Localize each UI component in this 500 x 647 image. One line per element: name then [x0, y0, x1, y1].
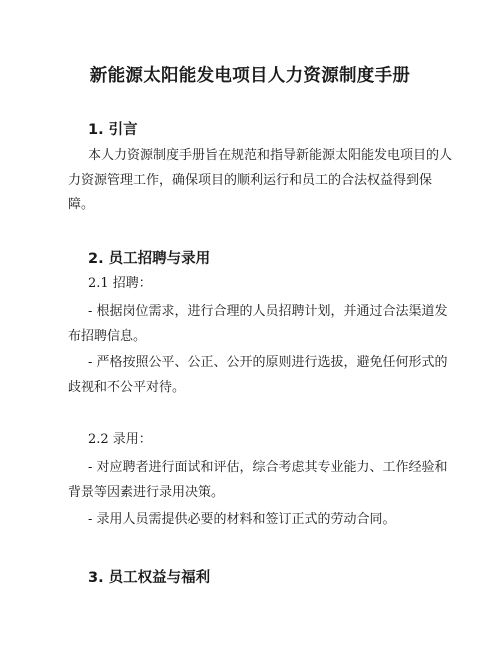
- subsection-label: [68, 272, 452, 297]
- list-item: [68, 508, 452, 533]
- section-heading-introduction: 1. 引言: [88, 122, 138, 138]
- section-heading-recruitment: 2. 员工招聘与录用: [88, 251, 211, 267]
- list-item-text: - 严格按照公平、公正、公开的原则进行选拔，避免任何形式的歧视和不公平对待。: [68, 355, 448, 395]
- list-item-text: - 对应聘者进行面试和评估，综合考虑其专业能力、工作经验和背景等因素进行录用决策。: [68, 460, 448, 500]
- document-title: 新能源太阳能发电项目人力资源制度手册: [89, 66, 411, 86]
- list-item: [68, 456, 452, 505]
- subsection-label-text: 2.1 招聘：: [88, 276, 152, 291]
- paragraph-text: 本人力资源制度手册旨在规范和指导新能源太阳能发电项目的人力资源管理工作，确保项目的顺利运行和员工的合法权益得到保障。: [68, 148, 453, 212]
- section-heading-benefits: 3. 员工权益与福利: [88, 570, 211, 586]
- list-item: [68, 300, 452, 349]
- subsection-label: [68, 428, 452, 453]
- list-item-text: - 录用人员需提供必要的材料和签订正式的劳动合同。: [88, 512, 396, 527]
- subsection-label-text: 2.2 录用：: [88, 432, 152, 447]
- list-item: [68, 351, 452, 400]
- section-paragraph: [68, 144, 452, 218]
- list-item-text: - 根据岗位需求，进行合理的人员招聘计划，并通过合法渠道发布招聘信息。: [68, 304, 448, 344]
